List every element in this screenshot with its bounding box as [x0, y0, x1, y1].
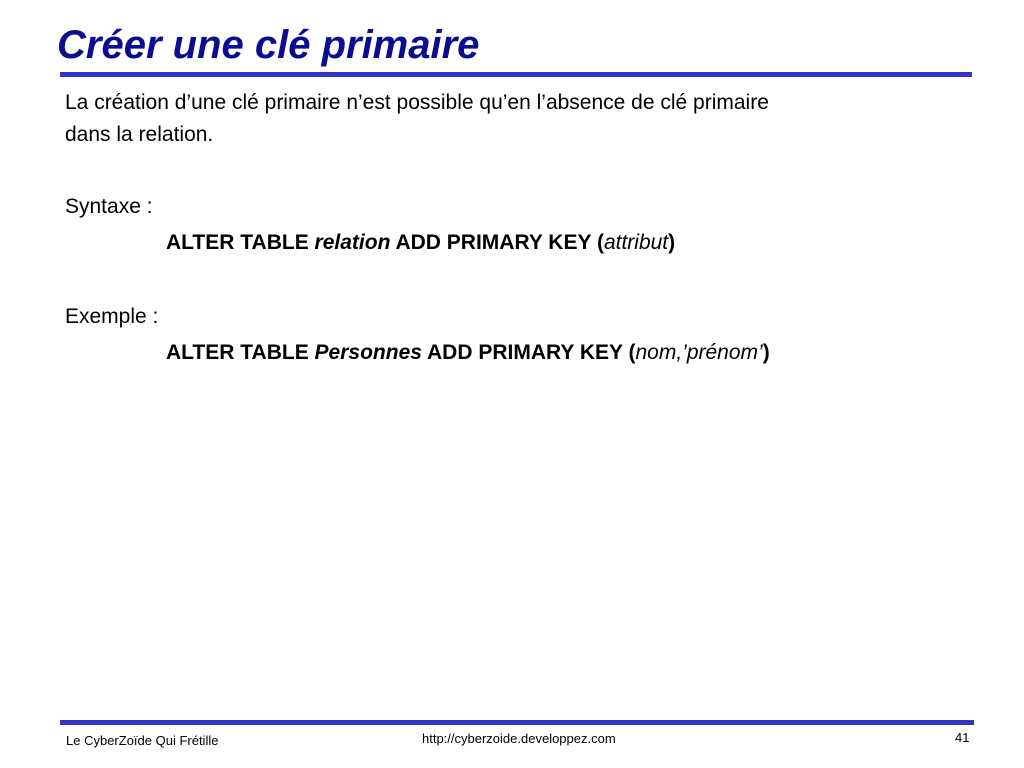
example-keyword-alter: ALTER TABLE	[166, 341, 315, 364]
slide-title: Créer une clé primaire	[57, 23, 480, 67]
syntax-keyword-alter: ALTER TABLE	[166, 231, 315, 254]
example-statement	[166, 337, 770, 369]
footer-divider	[60, 720, 974, 725]
example-label: Exemple :	[65, 305, 159, 328]
intro-line-1: La création d’une clé primaire n’est possible qu’en l’absence de clé primaire	[65, 91, 769, 114]
example-keyword-add: ADD PRIMARY KEY (	[421, 341, 636, 364]
syntax-close-paren: )	[668, 231, 676, 254]
syntax-relation: relation	[314, 231, 391, 254]
title-divider	[60, 72, 972, 77]
syntax-statement	[166, 227, 675, 259]
page-number: 41	[955, 730, 970, 745]
example-close-paren: )	[762, 341, 770, 364]
syntax-label: Syntaxe :	[65, 195, 153, 218]
footer-url: http://cyberzoide.developpez.com	[422, 731, 616, 746]
example-attribute: nom,’prénom’	[635, 341, 763, 364]
footer-author: Le CyberZoïde Qui Frétille	[66, 733, 219, 748]
syntax-keyword-add: ADD PRIMARY KEY (	[390, 231, 604, 254]
syntax-attribute: attribut	[603, 231, 669, 254]
intro-paragraph	[65, 87, 769, 151]
intro-line-2: dans la relation.	[65, 123, 214, 146]
example-relation: Personnes	[314, 341, 422, 364]
